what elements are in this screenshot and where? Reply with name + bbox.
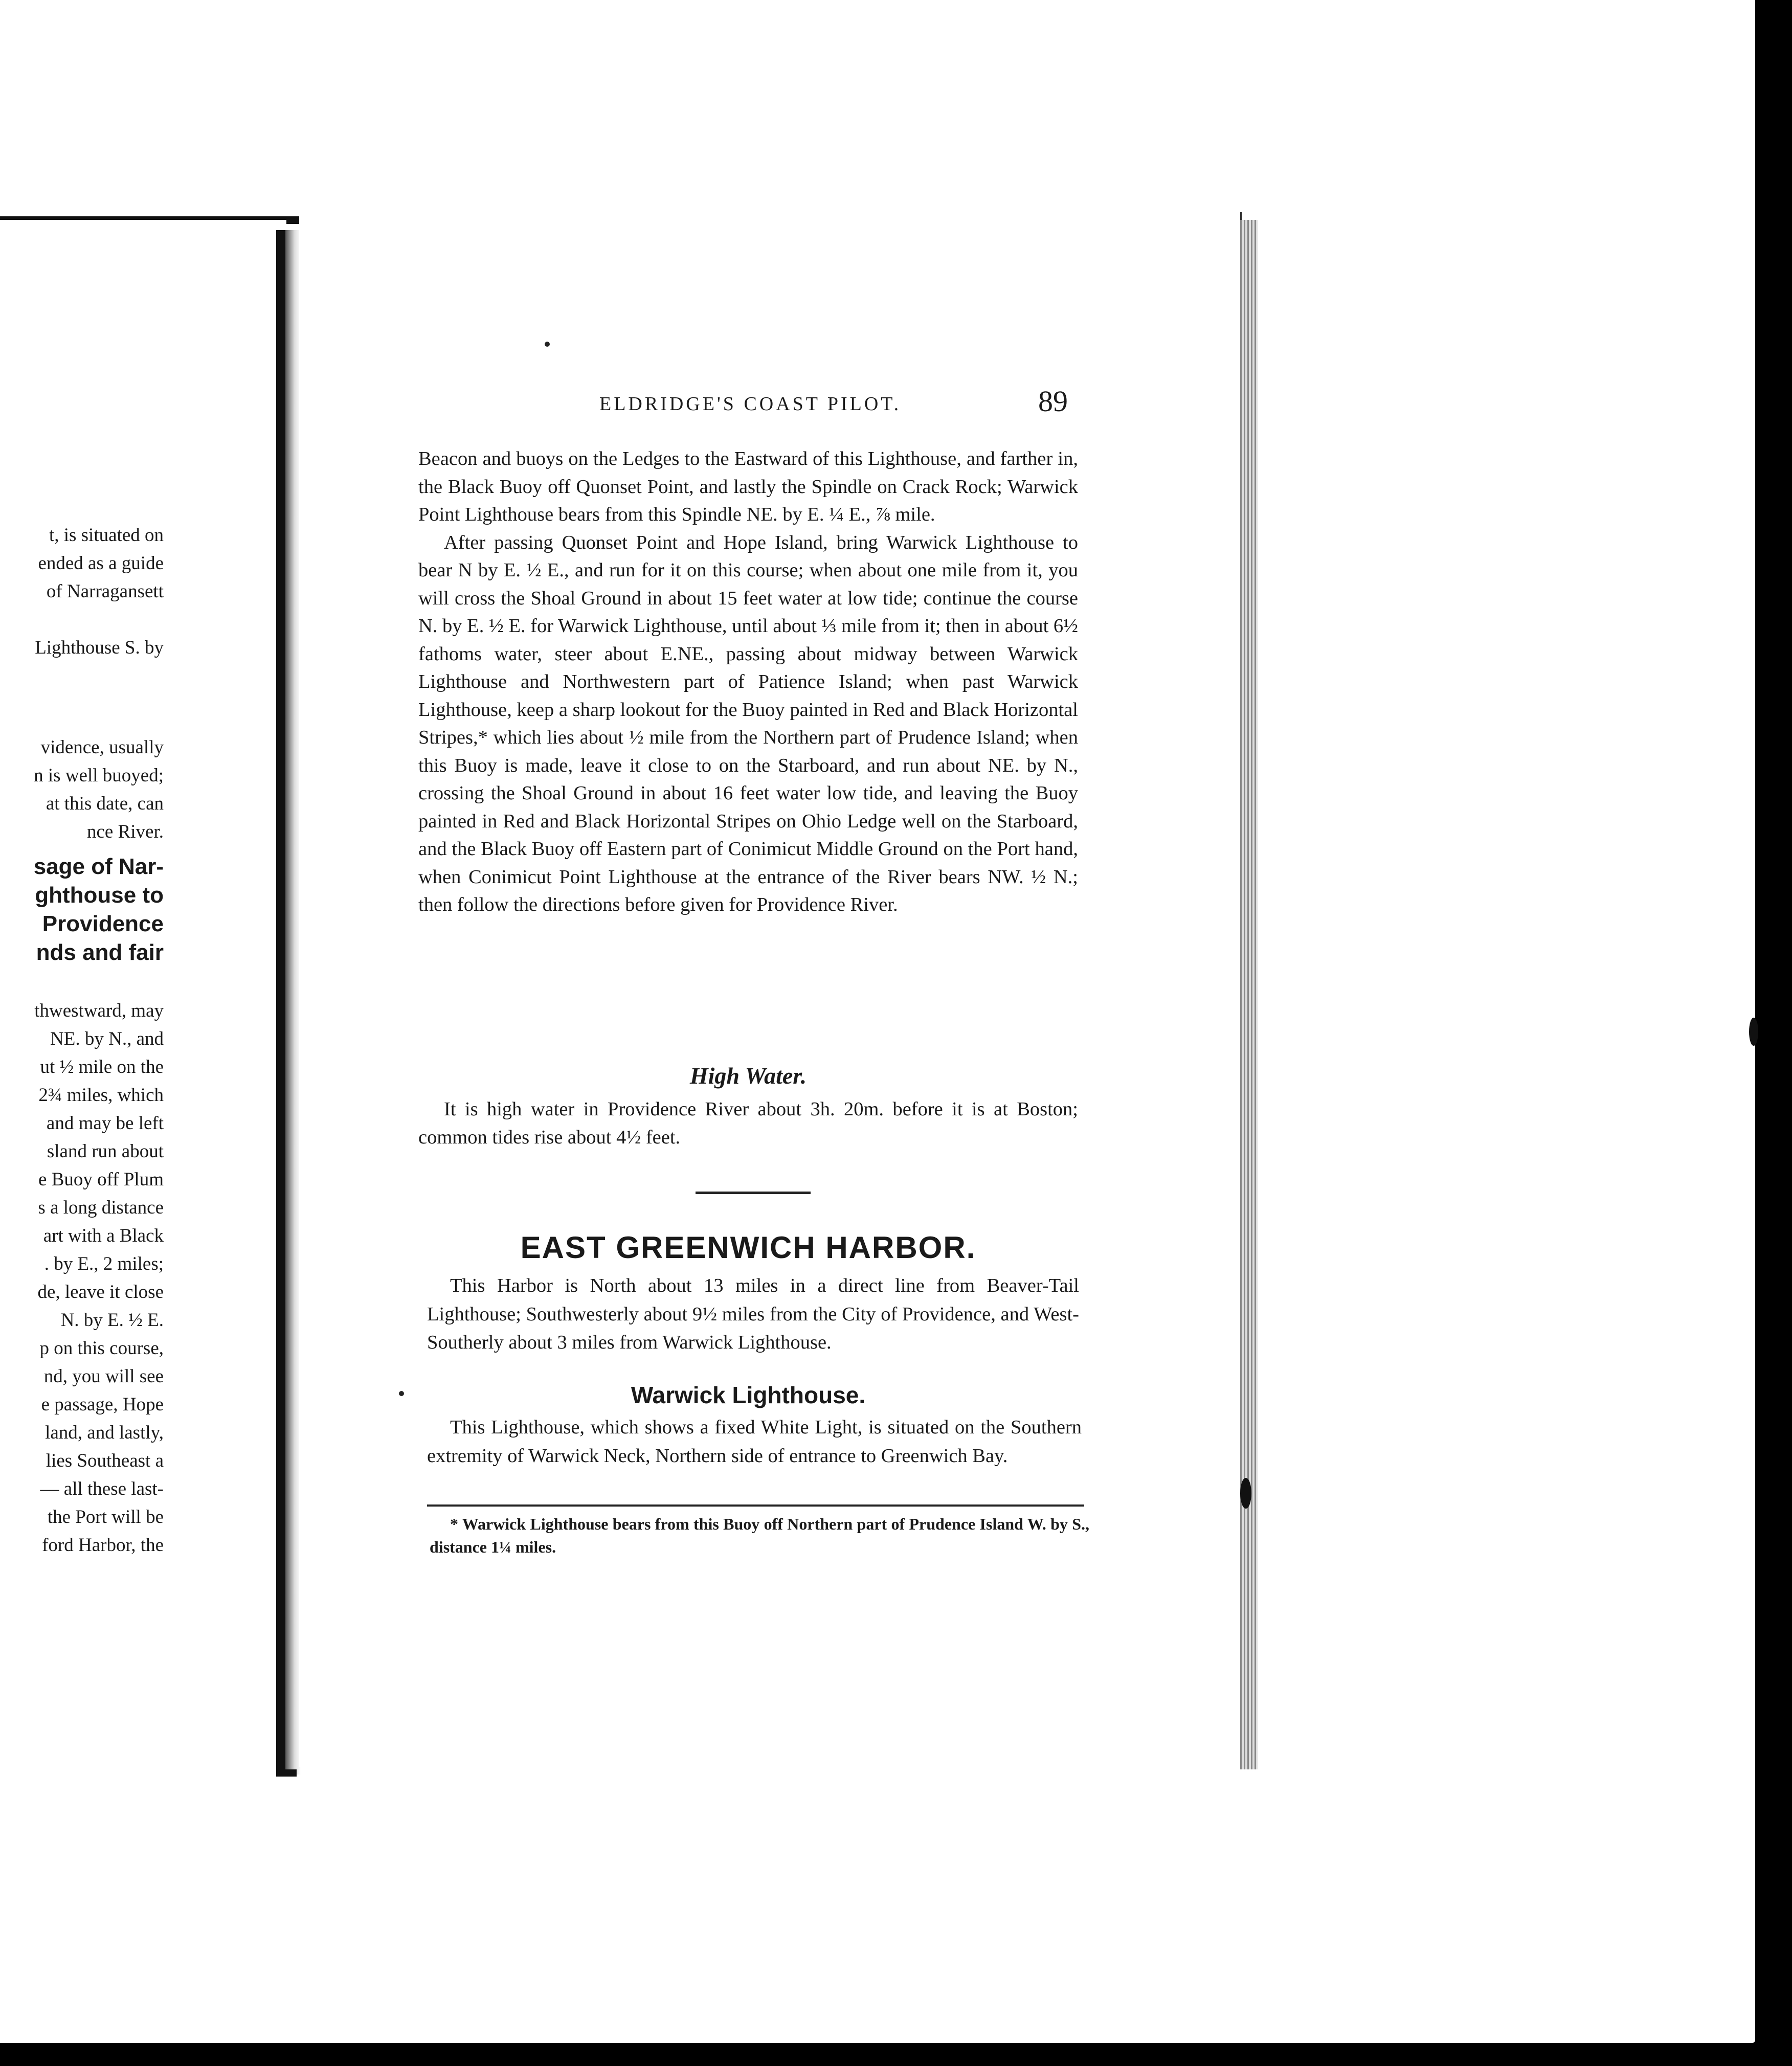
running-head: ELDRIDGE'S COAST PILOT. xyxy=(599,393,902,415)
gutter-shadow xyxy=(285,230,301,1775)
left-page-line: t, is situated on xyxy=(49,525,164,546)
paragraph: Beacon and buoys on the Ledges to the Eastward of this Lighthouse, and farther in, the Black Buoy off Quonset Point, and lastly the Spindle on Crack Rock; Warwick Point Lighthouse bears from this Spindle NE. by E. ¼ E., ⅞ mile. xyxy=(418,448,1078,525)
left-page-line: e passage, Hope xyxy=(41,1394,164,1415)
high-water-text xyxy=(418,1095,1078,1152)
left-page-line: n is well buoyed; xyxy=(34,765,164,786)
binding-gutter xyxy=(276,230,285,1775)
left-page-line: Providence xyxy=(42,911,164,936)
warwick-lighthouse-text xyxy=(427,1413,1082,1470)
warwick-lighthouse-heading: Warwick Lighthouse. xyxy=(631,1382,866,1408)
left-page-line: nd, you will see xyxy=(43,1366,164,1387)
left-page-line: . by E., 2 miles; xyxy=(44,1253,164,1274)
scan-speck xyxy=(1749,1018,1758,1046)
left-page-line: NE. by N., and xyxy=(50,1028,164,1049)
left-page-line: of Narragansett xyxy=(46,581,164,602)
scan-speck xyxy=(399,1391,404,1396)
left-page-line: e Buoy off Plum xyxy=(38,1169,164,1190)
paragraph: This Lighthouse, which shows a fixed White Light, is situated on the Southern extremity of Warwick Neck, Northern side of entrance to Greenwich Bay. xyxy=(427,1417,1082,1467)
left-page-line: ford Harbor, the xyxy=(42,1535,164,1556)
east-greenwich-heading: EAST GREENWICH HARBOR. xyxy=(520,1230,976,1265)
left-page-line: sage of Nar- xyxy=(33,854,164,879)
footnote-text: * Warwick Lighthouse bears from this Buoy off Northern part of Prudence Island W. by S., distance 1¼ miles. xyxy=(430,1515,1089,1556)
left-page-line: — all these last- xyxy=(40,1478,164,1499)
page-stack-edge xyxy=(1240,220,1258,1769)
left-page-line: s a long distance xyxy=(38,1197,164,1218)
paragraph: After passing Quonset Point and Hope Island, bring Warwick Lighthouse to bear N by E. ½ E., and run for it on this course; when about one mile from it, you will cross the Shoal Ground in about 15 feet water at low tide; continue the course N. by E. ½ E. for Warwick Lighthouse, until about ⅓ mile from it; then in about 6½ fathoms water, steer about E.NE., passing about midway between Warwick Lighthouse and Northwestern part of Patience Island; when past Warwick Lighthouse, keep a sharp lookout for the Buoy painted in Red and Black Horizontal Stripes,* which lies about ½ mile from the Northern part of Prudence Island; when this Buoy is made, leave it close to on the Starboard, and run about NE. by N., crossing the Shoal Ground in about 16 feet water low tide, and leaving the Buoy painted in Red and Black Horizontal Stripes on Ohio Ledge well on the Starboard, and the Black Buoy off Eastern part of Conimicut Middle Ground on the Port hand, when Conimicut Point Lighthouse at the entrance of the River bears NW. ½ N.; then follow the directions before given for Providence River. xyxy=(418,531,1079,915)
left-page-line: ended as a guide xyxy=(38,553,164,574)
paragraph: It is high water in Providence River about 3h. 20m. before it is at Boston; common tides rise about 4½ feet. xyxy=(418,1098,1078,1148)
left-page-line: nds and fair xyxy=(36,940,164,965)
left-page-line: land, and lastly, xyxy=(45,1422,164,1443)
left-page-line: ut ½ mile on the xyxy=(40,1057,164,1077)
left-page-fragment xyxy=(0,220,286,1907)
left-page-line: ghthouse to xyxy=(35,883,164,908)
left-page-line: the Port will be xyxy=(47,1507,164,1528)
left-page-line: de, leave it close xyxy=(37,1282,164,1303)
left-page-line: p on this course, xyxy=(39,1338,164,1359)
left-page-line: lies Southeast a xyxy=(46,1450,164,1471)
paragraph: This Harbor is North about 13 miles in a direct line from Beaver-Tail Lighthouse; Southwesterly about 9½ miles from the City of Providence, and West-Southerly about 3 miles from Warwick Lighthouse. xyxy=(427,1275,1079,1353)
left-page-line: and may be left xyxy=(46,1113,164,1134)
scan-speck xyxy=(545,342,550,347)
left-page-line: N. by E. ½ E. xyxy=(60,1310,164,1331)
left-page-line: thwestward, may xyxy=(34,1000,164,1021)
left-page-line: Lighthouse S. by xyxy=(35,637,164,658)
left-page-line: nce River. xyxy=(86,821,164,842)
left-page-line: at this date, can xyxy=(46,793,164,814)
scan-speck xyxy=(1240,1478,1251,1509)
scan-right-border xyxy=(1755,77,1792,2066)
left-page-line: sland run about xyxy=(47,1141,164,1162)
high-water-heading: High Water. xyxy=(689,1063,807,1089)
left-page-line: art with a Black xyxy=(43,1225,164,1246)
left-page-line: 2¾ miles, which xyxy=(38,1085,164,1106)
footnote xyxy=(430,1513,1089,1559)
gutter-bottom-corner xyxy=(276,1769,297,1777)
page-number: 89 xyxy=(1038,385,1068,418)
main-body-text xyxy=(418,445,1078,919)
section-divider xyxy=(696,1192,811,1194)
left-page-line: vidence, usually xyxy=(40,737,164,758)
footnote-rule xyxy=(427,1504,1084,1507)
east-greenwich-text xyxy=(427,1272,1079,1357)
